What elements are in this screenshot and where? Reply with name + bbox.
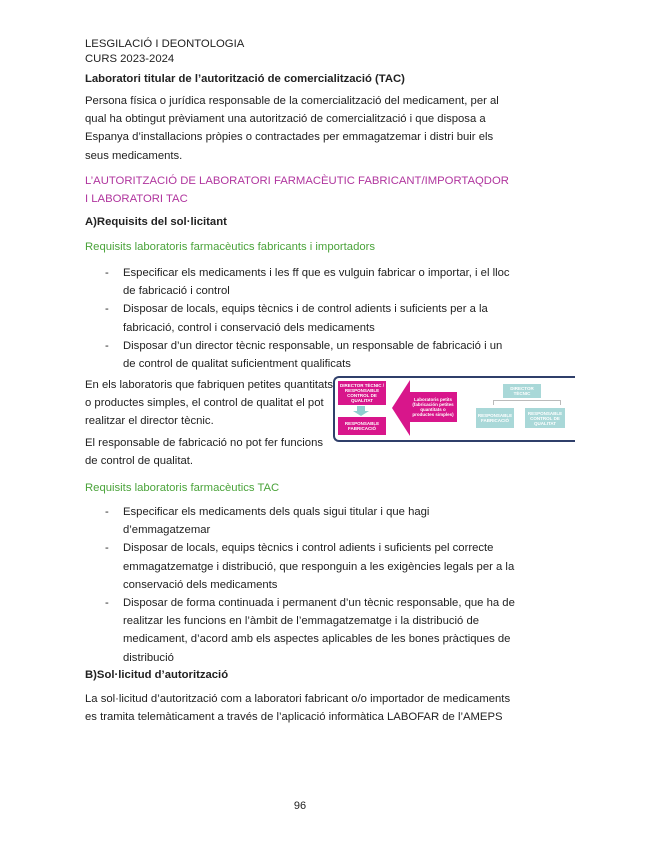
diagram-manufacturing-box: RESPONSABLE FABRICACIÓ (338, 417, 386, 435)
organization-diagram (333, 376, 575, 442)
list-item: - Disposar de locals, equips tècnics i de control adients i suficients per a la fabricació, control i conservació dels medicaments (85, 300, 515, 336)
intro-paragraph: Persona física o jurídica responsable de la comercialització del medicament, per al qual ha obtingut prèviament una autorització de comercialització i que disposa a Espanya d’installacions pròpies o contractades per emmagatzemar i distri buir els seus medicaments. (85, 95, 499, 162)
diagram-director-faded: DIRECTOR TÈCNIC (503, 384, 541, 398)
small-labs-paragraph: En els laboratoris que fabriquen petites quantitats o productes simples, el control de qualitat el pot realitzar el director tècnic. (85, 379, 334, 428)
header (85, 35, 515, 68)
requirements-title: A)Requisits del sol·licitant (85, 216, 227, 228)
down-arrow-head-icon (353, 411, 369, 416)
list-item: - Especificar els medicaments dels quals sigui titular i que hagi d’emmagatzemar (85, 503, 515, 539)
list-item: - Especificar els medicaments i les ff que es vulguin fabricar o importar, i el lloc de fabricació i control (85, 264, 515, 300)
diagram-director-box: DIRECTOR TÈCNIC / RESPONSABLE CONTROL DE QUALITAT (338, 381, 386, 405)
diagram-manufacturing-faded: RESPONSABLE FABRICACIÓ (476, 408, 514, 428)
page-number: 96 (293, 800, 307, 812)
list-item: - Disposar de locals, equips tècnics i control adients i suficients pel correcte emmagatzematge i distribució, que responguin a les exigències legals per a la conservació dels medicaments (85, 539, 515, 594)
section-title: Laboratori titular de l’autorització de comercialització (TAC) (85, 73, 405, 85)
diagram-connector (493, 400, 561, 405)
subheading-manufacturers: Requisits laboratoris farmacèutics fabricants i importadors (85, 241, 376, 253)
diagram-quality-faded: RESPONSABLE CONTROL DE QUALITAT (525, 408, 565, 428)
list-item: - Disposar d’un director tècnic responsable, un responsable de fabricació i un de control de qualitat suficientment qualificats (85, 337, 515, 373)
list-item: - Disposar de forma continuada i permanent d’un tècnic responsable, que ha de realitzar les funcions en l’àmbit de l’emmagatzematge i la distribució de medicament, d’acord amb els aspectes aplicables de les bones pràctiques de distribució (85, 594, 515, 667)
course-year: CURS 2023-2024 (85, 53, 175, 66)
course-name: LESGILACIÓ I DEONTOLOGIA (85, 38, 245, 50)
manufacturer-requirements-list (85, 264, 515, 373)
magenta-heading: L’AUTORITZACIÓ DE LABORATORI FARMACÈUTIC FABRICANT/IMPORTAQDOR I LABORATORI TAC (85, 175, 509, 206)
subheading-tac: Requisits laboratoris farmacèutics TAC (85, 482, 280, 494)
manufacturing-responsible-paragraph: El responsable de fabricació no pot fer funcions de control de qualitat. (85, 437, 324, 468)
application-paragraph: La sol·licitud d’autorització com a laboratori fabricant o/o importador de medicaments es tramita telemàticament a través de l’aplicació informàtica LABOFAR de l’AMEPS (85, 693, 511, 724)
tac-requirements-list (85, 503, 515, 667)
application-title: B)Sol·licitud d’autorització (85, 669, 229, 681)
left-arrow-icon (392, 380, 410, 436)
diagram-small-labs-arrow: Laboratoris petits (fabricación petites quantitats o productes simples) (409, 392, 457, 422)
